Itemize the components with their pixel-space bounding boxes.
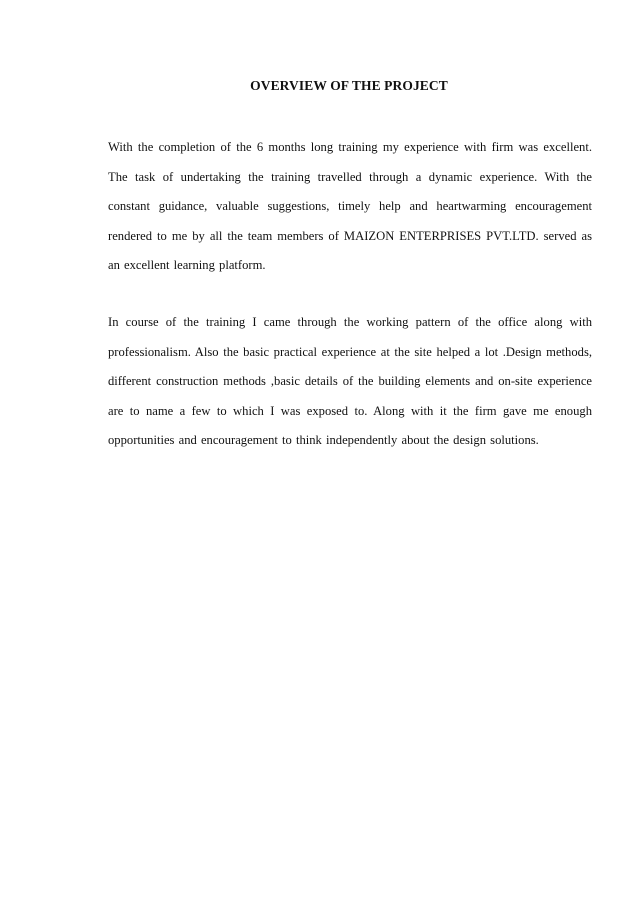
- paragraph-line: professionalism. Also the basic practical experience at the site helped a lot .Design methods,: [108, 344, 592, 359]
- paragraph-line: different construction methods ,basic details of the building elements and on-site experience: [108, 374, 592, 388]
- paragraph-course-of-training: [108, 308, 592, 456]
- paragraph-line: rendered to me by all the team members of MAIZON ENTERPRISES PVT.LTD. served as: [108, 228, 592, 243]
- paragraph-line: opportunities and encouragement to think independently about the design solutions.: [108, 433, 539, 447]
- paragraph-line: With the completion of the 6 months long training my experience with firm was excellent.: [108, 140, 592, 154]
- page-title: OVERVIEW OF THE PROJECT: [250, 78, 448, 93]
- paragraph-training-experience: [108, 133, 592, 281]
- paragraph-line: are to name a few to which I was exposed to. Along with it the firm gave me enough: [108, 403, 592, 418]
- paragraph-line: In course of the training I came through the working pattern of the office along with: [108, 315, 592, 329]
- paragraph-line: constant guidance, valuable suggestions, timely help and heartwarming encouragement: [108, 199, 592, 213]
- paragraph-line: an excellent learning platform.: [108, 258, 266, 272]
- paragraph-line: The task of undertaking the training travelled through a dynamic experience. With the: [108, 169, 592, 184]
